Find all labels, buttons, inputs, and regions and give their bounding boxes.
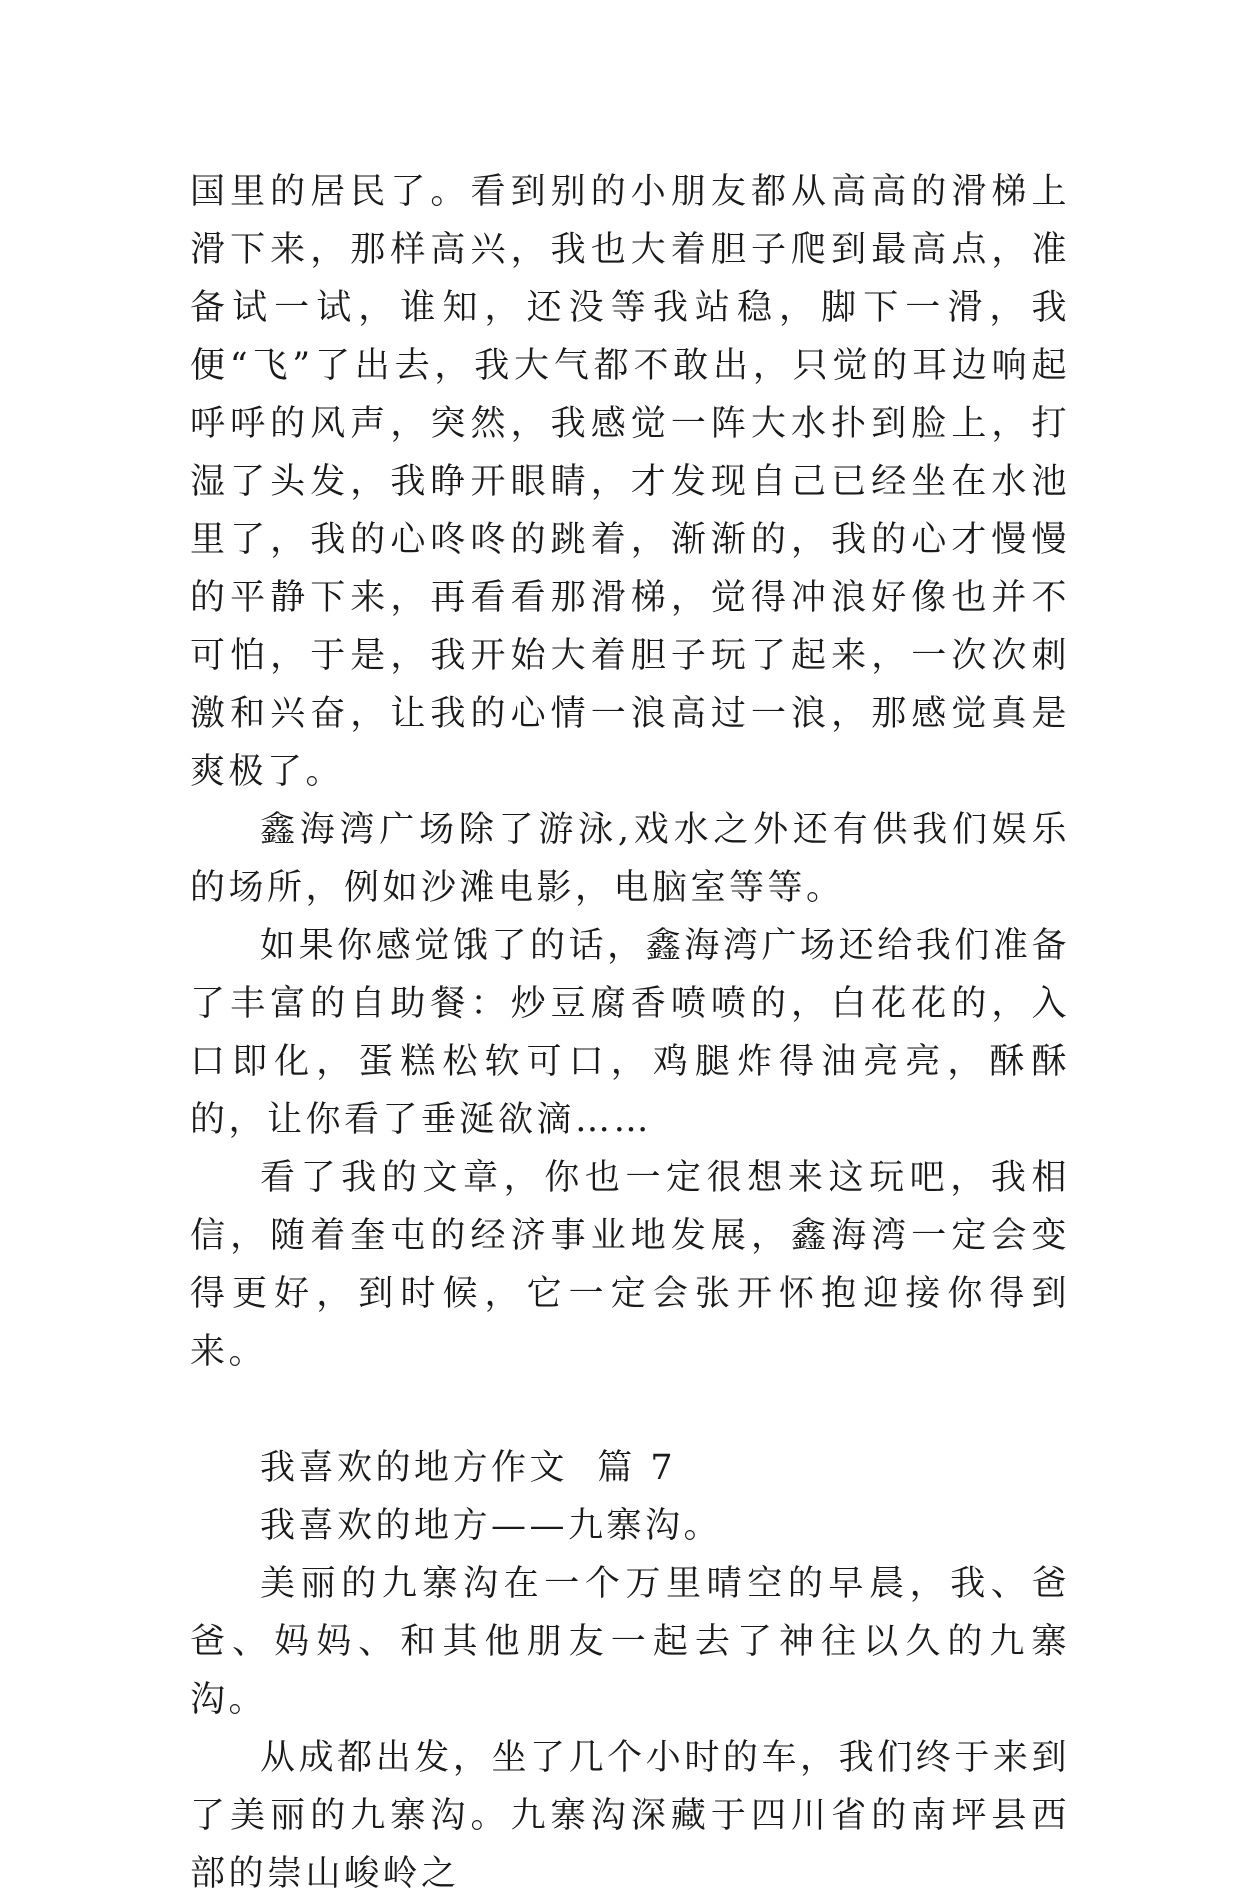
paragraph-jiuzhaigou-arrival: 从成都出发，坐了几个小时的车，我们终于来到了美丽的九寨沟。九寨沟深藏于四川省的南坪县西部的崇山峻岭之: [190, 1738, 1070, 1894]
paragraph-buffet: 如果你感觉饿了的话，鑫海湾广场还给我们准备了丰富的自助餐：炒豆腐香喷喷的，白花花的，入口即化，蛋糕松软可口，鸡腿炸得油亮亮，酥酥的，让你看了垂涎欲滴……: [190, 926, 1070, 1140]
section-gap: [190, 1381, 1070, 1439]
article-body: [190, 163, 1070, 1903]
paragraph-jiuzhaigou-intro: 我喜欢的地方——九寨沟。: [260, 1506, 723, 1546]
paragraph-entertainment: 鑫海湾广场除了游泳,戏水之外还有供我们娱乐的场所，例如沙滩电影，电脑室等等。: [190, 810, 1070, 908]
paragraph-waterpark-slide: 国里的居民了。看到别的小朋友都从高高的滑梯上滑下来，那样高兴，我也大着胆子爬到最高点，准备试一试，谁知，还没等我站稳，脚下一滑，我便“飞”了出去，我大气都不敢出，只觉的耳边响起呼呼的风声，突然，我感觉一阵大水扑到脸上，打湿了头发，我睁开眼睛，才发现自己已经坐在水池里了，我的心咚咚的跳着，渐渐的，我的心才慢慢的平静下来，再看看那滑梯，觉得冲浪好像也并不可怕，于是，我开始大着胆子玩了起来，一次次刺激和兴奋，让我的心情一浪高过一浪，那感觉真是爽极了。: [190, 172, 1070, 792]
paragraph-jiuzhaigou-morning: 美丽的九寨沟在一个万里晴空的早晨，我、爸爸、妈妈、和其他朋友一起去了神往以久的九寨沟。: [190, 1564, 1070, 1720]
section-title: 我喜欢的地方作文 篇 7: [260, 1448, 677, 1488]
paragraph-conclusion: 看了我的文章，你也一定很想来这玩吧，我相信，随着奎屯的经济事业地发展，鑫海湾一定会变得更好，到时候，它一定会张开怀抱迎接你得到来。: [190, 1158, 1070, 1372]
